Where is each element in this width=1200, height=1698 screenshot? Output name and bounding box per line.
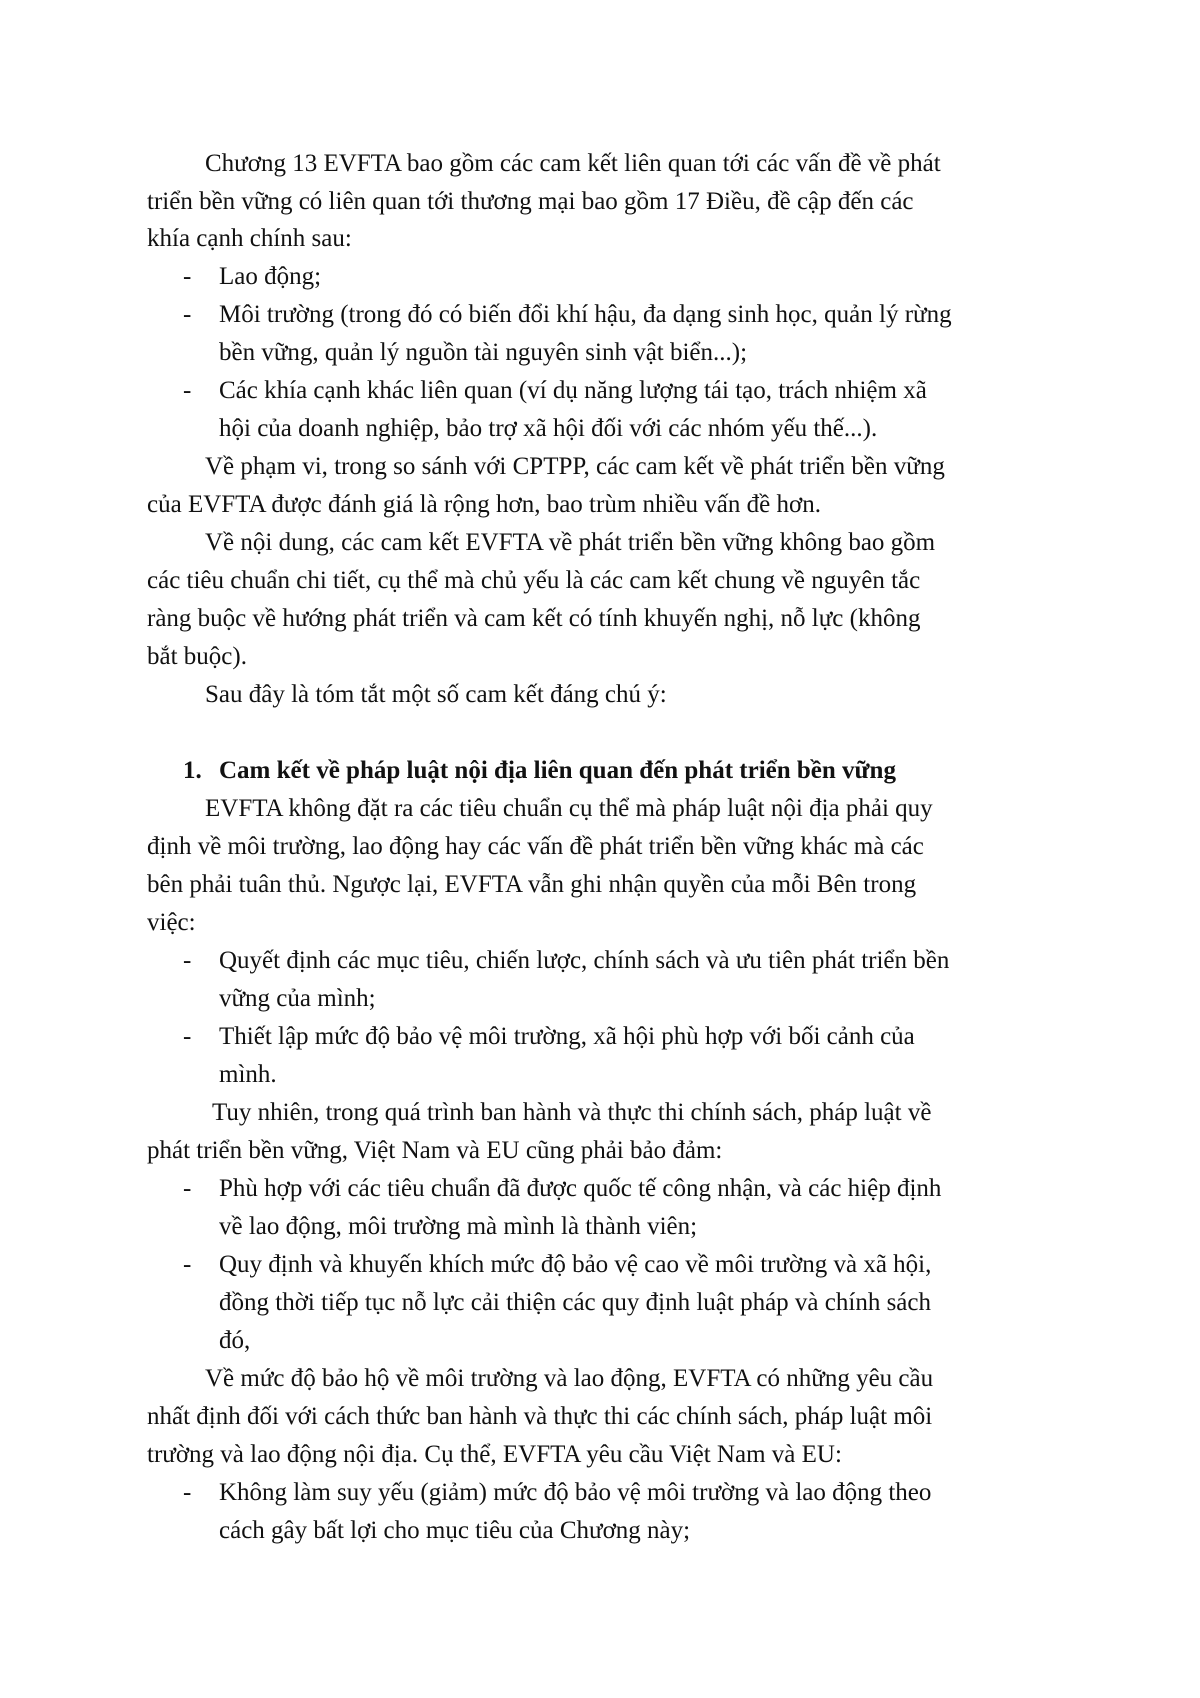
intro-line-3: khía cạnh chính sau: — [147, 225, 352, 252]
list-bullet: - — [183, 1479, 192, 1506]
content-line-4: bắt buộc). — [147, 643, 247, 670]
requirement-1-line-1: Không làm suy yếu (giảm) mức độ bảo vệ môi trường và lao động theo — [219, 1479, 932, 1506]
s1-para1-line-1: EVFTA không đặt ra các tiêu chuẩn cụ thể mà pháp luật nội địa phải quy — [205, 795, 933, 822]
list-bullet: - — [183, 377, 192, 404]
aspect-2-line-1: Môi trường (trong đó có biến đổi khí hậu, đa dạng sinh học, quản lý rừng — [219, 301, 952, 328]
s1-para2-line-1: Tuy nhiên, trong quá trình ban hành và thực thi chính sách, pháp luật về — [212, 1099, 932, 1126]
ensure-2-line-1: Quy định và khuyến khích mức độ bảo vệ cao về môi trường và xã hội, — [219, 1251, 932, 1278]
s1-para1-line-3: bên phải tuân thủ. Ngược lại, EVFTA vẫn ghi nhận quyền của mỗi Bên trong — [147, 871, 917, 898]
content-line-3: ràng buộc về hướng phát triển và cam kết có tính khuyến nghị, nỗ lực (không — [147, 605, 921, 632]
s1-para3-line-1: Về mức độ bảo hộ về môi trường và lao động, EVFTA có những yêu cầu — [205, 1365, 934, 1392]
aspect-3-line-1: Các khía cạnh khác liên quan (ví dụ năng lượng tái tạo, trách nhiệm xã — [219, 377, 927, 404]
list-bullet: - — [183, 1023, 192, 1050]
section-heading: Cam kết về pháp luật nội địa liên quan đến phát triển bền vững — [219, 757, 896, 784]
intro-line-1: Chương 13 EVFTA bao gồm các cam kết liên quan tới các vấn đề về phát — [205, 150, 941, 177]
scope-line-1: Về phạm vi, trong so sánh với CPTPP, các cam kết về phát triển bền vững — [205, 453, 945, 480]
s1-para1-line-4: việc: — [147, 909, 196, 936]
ensure-1-line-1: Phù hợp với các tiêu chuẩn đã được quốc tế công nhận, và các hiệp định — [219, 1175, 942, 1202]
content-line-1: Về nội dung, các cam kết EVFTA về phát triển bền vững không bao gồm — [205, 529, 936, 556]
requirement-1-line-2: cách gây bất lợi cho mục tiêu của Chương này; — [219, 1517, 691, 1544]
right-2-line-1: Thiết lập mức độ bảo vệ môi trường, xã hội phù hợp với bối cảnh của — [219, 1023, 915, 1050]
right-1-line-2: vững của mình; — [219, 985, 376, 1012]
aspect-3-line-2: hội của doanh nghiệp, bảo trợ xã hội đối với các nhóm yếu thế...). — [219, 415, 878, 442]
intro-line-2: triển bền vững có liên quan tới thương mại bao gồm 17 Điều, đề cập đến các — [147, 188, 914, 215]
right-1-line-1: Quyết định các mục tiêu, chiến lược, chính sách và ưu tiên phát triển bền — [219, 947, 950, 974]
aspect-1-line-1: Lao động; — [219, 263, 322, 290]
summary-intro: Sau đây là tóm tắt một số cam kết đáng chú ý: — [205, 681, 667, 708]
aspect-2-line-2: bền vững, quản lý nguồn tài nguyên sinh vật biển...); — [219, 339, 748, 366]
s1-para3-line-3: trường và lao động nội địa. Cụ thể, EVFTA yêu cầu Việt Nam và EU: — [147, 1441, 842, 1468]
list-bullet: - — [183, 1175, 192, 1202]
section-number: 1. — [183, 757, 202, 784]
list-bullet: - — [183, 263, 192, 290]
scope-line-2: của EVFTA được đánh giá là rộng hơn, bao trùm nhiều vấn đề hơn. — [147, 491, 821, 518]
s1-para2-line-2: phát triển bền vững, Việt Nam và EU cũng phải bảo đảm: — [147, 1137, 723, 1164]
list-bullet: - — [183, 1251, 192, 1278]
list-bullet: - — [183, 947, 192, 974]
ensure-1-line-2: về lao động, môi trường mà mình là thành viên; — [219, 1213, 698, 1240]
content-line-2: các tiêu chuẩn chi tiết, cụ thể mà chủ yếu là các cam kết chung về nguyên tắc — [147, 567, 921, 594]
s1-para3-line-2: nhất định đối với cách thức ban hành và thực thi các chính sách, pháp luật môi — [147, 1403, 933, 1430]
ensure-2-line-3: đó, — [219, 1327, 251, 1354]
right-2-line-2: mình. — [219, 1061, 277, 1088]
ensure-2-line-2: đồng thời tiếp tục nỗ lực cải thiện các quy định luật pháp và chính sách — [219, 1289, 931, 1316]
s1-para1-line-2: định về môi trường, lao động hay các vấn đề phát triển bền vững khác mà các — [147, 833, 924, 860]
list-bullet: - — [183, 301, 192, 328]
